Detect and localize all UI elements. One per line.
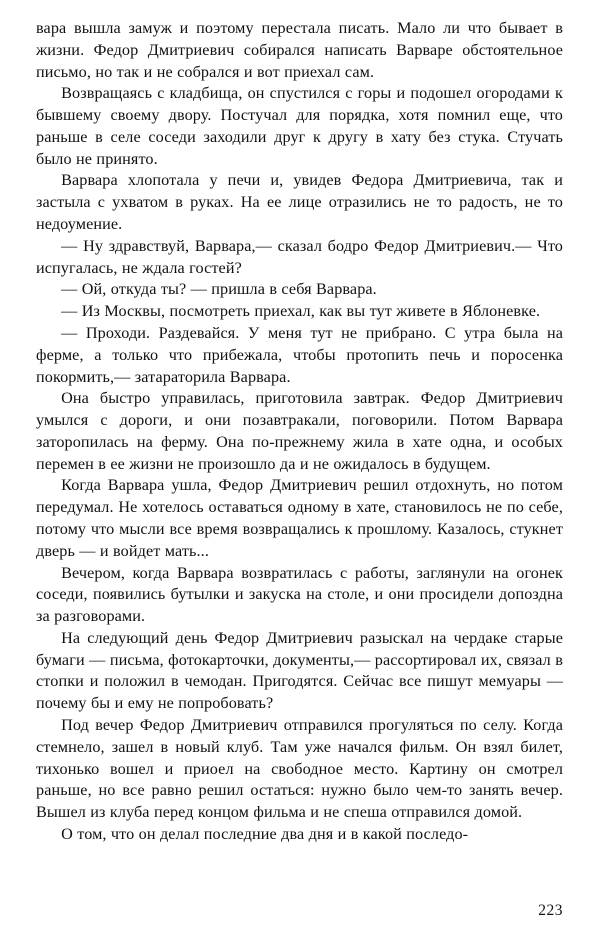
paragraph: Варвара хлопотала у печи и, увидев Федора Дмитриевича, так и застыла с ухватом в руках. На ее лице отразились не то радость, не то недоумение. [36,171,563,234]
paragraph-dialogue: — Проходи. Раздевайся. У меня тут не прибрано. С утра была на ферме, а только что прибежала, чтобы протопить печь и поросенка покормить,— затараторила Варвара. [36,323,563,386]
paragraph: Когда Варвара ушла, Федор Дмитриевич решил отдохнуть, но потом передумал. Не хотелось оставаться одному в хате, становилось не по себе, потому что мысли все время возвращались к прошлому. Казалось, стукнет дверь — и войдет мать... [36,476,563,560]
paragraph: вара вышла замуж и поэтому перестала писать. Мало ли что бывает в жизни. Федор Дмитриевич собирался написать Варваре обстоятельное письмо, но так и не собрался и вот приехал сам. [36,19,563,81]
paragraph-dialogue: — Ну здравствуй, Варвара,— сказал бодро Федор Дмитриевич.— Что испугалась, не ждала гостей? [36,236,563,277]
paragraph-dialogue: — Из Москвы, посмотреть приехал, как вы тут живете в Яблоневке. [61,302,541,321]
page-number: 223 [538,902,563,919]
paragraph: О том, что он делал последние два дня и в какой последо- [61,824,469,843]
paragraph: На следующий день Федор Дмитриевич разыскал на чердаке старые бумаги — письма, фотокарточки, документы,— рассортировал их, связал в стопки и положил в чемодан. Пригодятся. Сейчас все пишут мемуары — почему бы и ему не попробовать? [36,628,563,713]
page-body [36,18,563,846]
paragraph: Она быстро управилась, приготовила завтрак. Федор Дмитриевич умылся с дороги, и они позавтракали, поговорили. Потом Варвара заторопилась на ферму. Она по-прежнему жила в хате одна, и особых перемен в ее жизни не произошло да и не ожидалось в будущем. [36,389,563,473]
paragraph: Под вечер Федор Дмитриевич отправился прогуляться по селу. Когда стемнело, зашел в новый клуб. Там уже начался фильм. Он взял билет, тихонько вошел и приоел на свободное место. Картину он смотрел раньше, но все равно решил остаться: нужно было чем-то занять вечер. Вышел из клуба перед концом фильма и не спеша отправился домой. [36,716,563,822]
paragraph-dialogue: — Ой, откуда ты? — пришла в себя Варвара. [61,280,377,299]
paragraph: Возвращаясь с кладбища, он спустился с горы и подошел огородами к бывшему своему двору. Постучал для порядка, хотя помнил еще, что раньше в селе соседи заходили друг к другу в хату без стука. Стучать было не принято. [36,84,563,168]
paragraph: Вечером, когда Варвара возвратилась с работы, заглянули на огонек соседи, появились бутылки и закуска на столе, и они просидели допоздна за разговорами. [36,563,563,626]
